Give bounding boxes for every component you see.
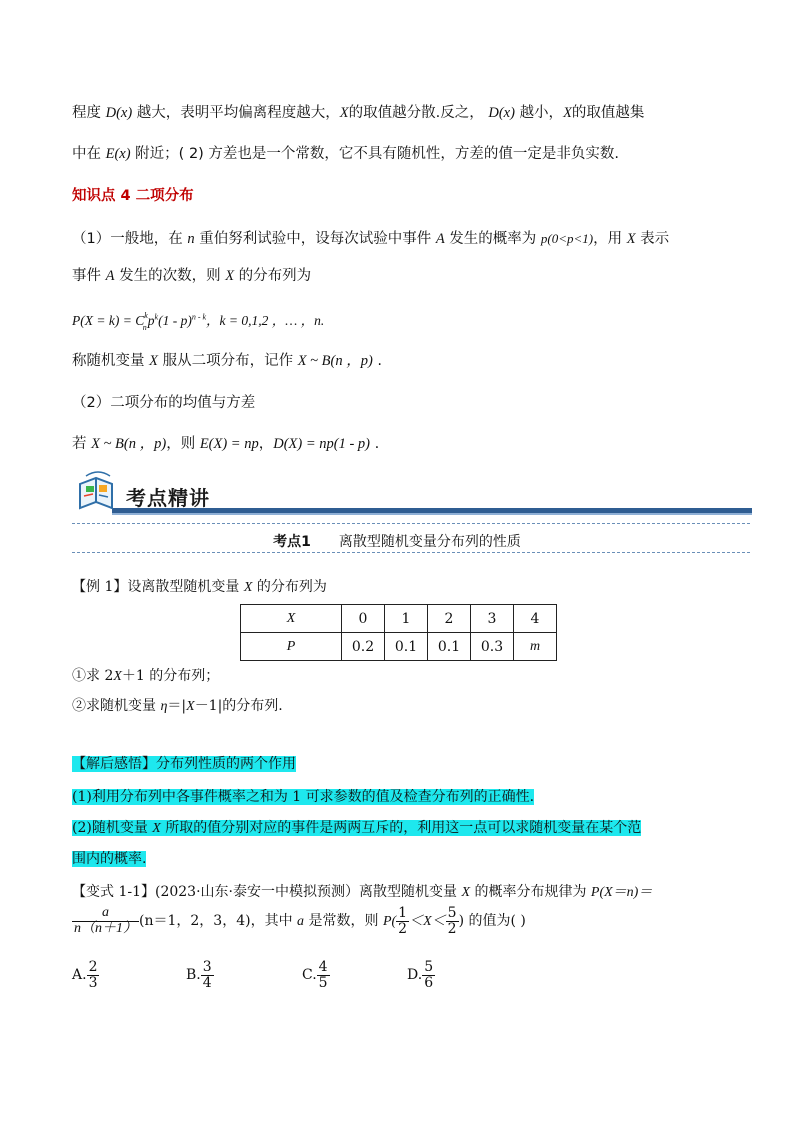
- fraction-numerator: 3: [202, 959, 212, 975]
- text: .: [372, 353, 382, 369]
- fraction: [422, 960, 435, 990]
- option-label: D.: [407, 967, 423, 984]
- p-range: p(0<p<1): [540, 231, 594, 246]
- text: 服从二项分布，记作: [157, 353, 298, 369]
- table-cell: 1: [385, 605, 428, 633]
- fraction: [317, 960, 330, 990]
- var-x: X: [149, 353, 158, 369]
- text: 表示: [635, 231, 670, 247]
- formula-range: ，k = 0,1,2 ，… ，n.: [206, 313, 325, 328]
- reflection-item-1: [72, 786, 534, 806]
- mean-variance-line: [72, 432, 379, 453]
- binomial-formula: $P(X = k) = C^knp^k(1 - p)^{n - k}$，k = 0,1,2 ，… ，n.: [72, 310, 325, 332]
- text: 若: [72, 436, 92, 452]
- section-label: 考点1: [273, 534, 311, 550]
- table-row: [241, 633, 557, 661]
- var-x: X: [563, 105, 572, 121]
- option-label: B.: [186, 967, 201, 984]
- banner-title: 考点精讲: [126, 486, 210, 510]
- fraction-numerator: 5: [424, 959, 434, 975]
- knowledge-p2-title: （2）二项分布的均值与方差: [72, 395, 256, 411]
- var-x: X: [225, 268, 235, 284]
- fraction: [87, 960, 100, 990]
- fraction-denominator: 4: [202, 974, 212, 991]
- section-title: [0, 531, 794, 551]
- var-x: X: [461, 885, 470, 900]
- fraction: [72, 906, 139, 936]
- knowledge-heading: 知识点 4 二项分布: [72, 188, 194, 204]
- var-x: X: [113, 669, 122, 684]
- binomial-notation: X ~ B(n ，p): [91, 436, 167, 452]
- table-cell: 4: [514, 605, 557, 633]
- highlighted-text: 可求参数的值及检查分布列的正确性.: [301, 789, 535, 805]
- fraction: [396, 906, 409, 936]
- divider-bottom: [72, 552, 750, 553]
- variance-symbol: D(x): [105, 105, 133, 121]
- highlighted-text: 围内的概率.: [72, 851, 147, 867]
- inequality: ＜X＜: [409, 914, 446, 930]
- highlighted-text: 【解后感悟】分布列性质的两个作用: [72, 756, 296, 772]
- question-2: [72, 695, 283, 715]
- section-banner: [72, 470, 752, 520]
- fraction: [446, 906, 459, 936]
- highlighted-text: (1)利用分布列中各事件概率之和为: [72, 789, 293, 805]
- text: ＋1 的分布列；: [121, 668, 220, 684]
- text: 发生的次数，则: [114, 268, 226, 284]
- binomial-definition: [72, 349, 382, 370]
- formula-sup: n - k: [191, 312, 207, 322]
- question-1: [72, 665, 219, 685]
- fraction-denominator: 2: [447, 920, 457, 937]
- option-b[interactable]: [186, 960, 214, 990]
- text: .: [369, 436, 380, 452]
- table-cell: 0.1: [428, 633, 471, 661]
- fraction-denominator: 3: [88, 974, 98, 991]
- fraction-numerator: 2: [88, 959, 98, 975]
- text: ①求 2: [72, 668, 114, 684]
- intro-text: 附近；( 2) 方差也是一个常数，它不具有随机性，方差的值一定是非负实数.: [135, 146, 620, 162]
- highlighted-text: 所取的值分别对应的事件是两两互斥的，利用这一点可以求随机变量在某个范: [160, 820, 642, 836]
- option-label: C.: [302, 967, 317, 984]
- text: ②求随机变量: [72, 698, 161, 714]
- intro-text: 的取值越分散.反之，: [348, 105, 484, 121]
- table-cell: 0: [342, 605, 385, 633]
- fraction: [201, 960, 214, 990]
- var-x: X: [339, 105, 349, 121]
- text: －1|的分布列.: [194, 698, 283, 714]
- intro-text: 的取值越集: [571, 105, 645, 121]
- fraction-denominator: 6: [424, 974, 434, 991]
- option-d[interactable]: [407, 960, 435, 990]
- text: 事件: [72, 268, 106, 284]
- var-x: X: [243, 580, 253, 595]
- mean-formula: E(X) = np: [199, 436, 259, 452]
- table-cell: 2: [428, 605, 471, 633]
- binomial-notation: X ~ B(n ，p): [297, 353, 373, 369]
- reflection-item-2-cont: [72, 848, 146, 868]
- variance-symbol: D(x): [488, 105, 515, 121]
- intro-text: 中在: [72, 146, 101, 162]
- var-x: X: [152, 821, 161, 836]
- text: 是常数，则: [304, 913, 383, 930]
- fraction-numerator: 4: [318, 959, 328, 975]
- text: 称随机变量: [72, 353, 150, 369]
- option-a[interactable]: [72, 960, 99, 990]
- fraction-denominator: 2: [398, 920, 408, 937]
- distribution-table: [240, 604, 557, 661]
- highlighted-number: 1: [292, 789, 302, 805]
- intro-text: 越大，表明平均偏离程度越大，: [136, 105, 340, 121]
- fraction-numerator: 5: [447, 905, 457, 921]
- variance-formula: D(X) = np(1 - p): [273, 436, 370, 452]
- reflection-item-2: [72, 817, 641, 837]
- var-n: n: [187, 231, 195, 247]
- formula-part: p: [147, 313, 155, 328]
- formula-part: (1 - p): [158, 313, 192, 328]
- text: ) 的值为( ): [458, 913, 526, 930]
- table-cell: X: [241, 605, 342, 633]
- knowledge-p2: [72, 264, 311, 285]
- prob-open: P(: [382, 914, 397, 930]
- table-cell: m: [514, 633, 557, 661]
- text: (n＝1，2，3，4)，其中: [139, 913, 298, 930]
- divider-top: [72, 523, 750, 524]
- var-eta: η: [160, 699, 168, 714]
- text: （1）一般地，在: [72, 231, 188, 247]
- formula-part: P(X = k) = C: [72, 313, 145, 328]
- text: 的分布列为: [234, 268, 312, 284]
- formula-sup: k: [144, 310, 148, 320]
- expectation-symbol: E(x): [105, 146, 131, 162]
- fraction-numerator: a: [72, 906, 139, 922]
- option-c[interactable]: [302, 960, 330, 990]
- intro-text: 程度: [72, 105, 101, 121]
- text: 【例 1】设离散型随机变量: [72, 579, 244, 595]
- probability-expression: P(X＝n)＝: [590, 885, 653, 900]
- section-name: 离散型随机变量分布列的性质: [338, 534, 521, 550]
- table-cell: 0.1: [385, 633, 428, 661]
- intro-line-1: [72, 101, 644, 122]
- var-x: X: [626, 231, 636, 247]
- var-a: a: [297, 914, 305, 930]
- highlighted-text: (2)随机变量: [72, 820, 153, 836]
- reflection-title: [72, 753, 296, 773]
- text: ，: [258, 436, 274, 452]
- table-row: [241, 605, 557, 633]
- fraction-denominator: 5: [318, 974, 328, 991]
- text: 【变式 1-1】(2023·山东·泰安一中模拟预测）离散型随机变量: [72, 884, 462, 900]
- var-a: A: [105, 268, 115, 284]
- example-1-stem: [72, 576, 327, 596]
- var-a: A: [435, 231, 445, 247]
- intro-line-2: [72, 142, 619, 163]
- table-cell: 0.2: [342, 633, 385, 661]
- text: 发生的概率为: [444, 231, 541, 247]
- option-label: A.: [72, 967, 87, 984]
- variant-stem: [72, 881, 652, 901]
- formula-sup: k: [154, 312, 159, 322]
- variant-formula: [72, 906, 526, 936]
- fraction-denominator: n（n＋1）: [74, 920, 137, 936]
- table-cell: 0.3: [471, 633, 514, 661]
- text: ＝|: [167, 698, 187, 714]
- fraction-numerator: 1: [398, 905, 408, 921]
- text: ，用: [593, 231, 627, 247]
- intro-text: 越小，: [519, 105, 564, 121]
- knowledge-p1: [72, 227, 669, 248]
- text: ，则: [166, 436, 200, 452]
- book-icon: [80, 472, 112, 508]
- table-cell: 3: [471, 605, 514, 633]
- var-x: X: [186, 699, 195, 714]
- text: 的分布列为: [252, 579, 327, 595]
- text: 重伯努利试验中，设每次试验中事件: [194, 231, 436, 247]
- text: 的概率分布规律为: [470, 884, 591, 900]
- table-cell: P: [241, 633, 342, 661]
